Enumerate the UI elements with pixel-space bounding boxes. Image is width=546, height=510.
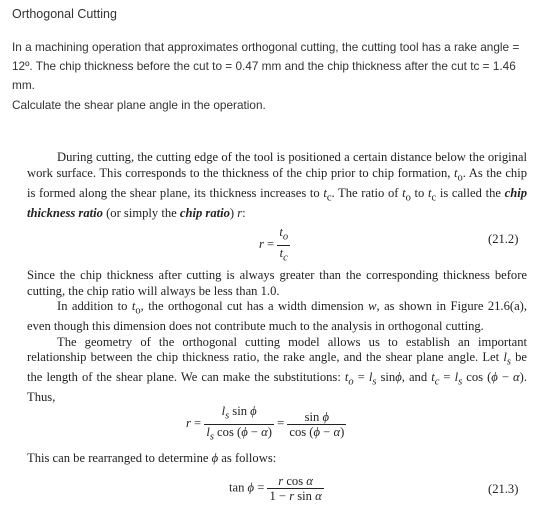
equation-label-21-2: (21.2) — [488, 232, 519, 246]
equation-21-2: r = $\frac{t_o}{t_c}$ — [259, 225, 289, 264]
textbook-excerpt-3 — [27, 451, 527, 467]
paragraph-width: In addition to $t_o$, the orthogonal cut has a width dimension w, as shown in Figure 21.6(a), even though this dimension does not contribute much to the analysis in orthogonal cutting. — [27, 299, 527, 334]
equation-label-21-3: (21.3) — [488, 482, 519, 496]
textbook-excerpt — [27, 150, 527, 221]
textbook-excerpt-2 — [27, 268, 527, 406]
question-ask: Calculate the shear plane angle in the operation. — [12, 98, 266, 112]
question-body: In a machining operation that approximates orthogonal cutting, the cutting tool has a rake angle = 12º. The chip thickness before the cut to = 0.47 mm and the chip thickness after the cut tc = 1.46 mm. — [12, 40, 520, 92]
question-title: Orthogonal Cutting — [12, 7, 117, 21]
paragraph-chip-ratio: During cutting, the cutting edge of the tool is positioned a certain distance below the original work surface. This corresponds to the thickness of the chip prior to chip formation, $t_o$. As the chip is formed along the shear plane, its thickness increases to $t_c$. The ratio of $t_o$ to $t_c$ is called the chip thickness ratio (or simply the chip ratio) r: — [27, 150, 528, 220]
paragraph-rearranged: This can be rearranged to determine ϕ as follows: — [27, 451, 277, 465]
equation-21-3: tan ϕ = $\frac{\text{r cos α}}{\text{1 − r sin α}}$ — [229, 474, 322, 503]
equation-thus: r = $\frac{l_s \sin \phi}{l_s \cos (\phi - \alpha)}$ = $\frac{\text{sin ϕ}}{\cos (\phi - \alpha)}$ — [186, 404, 345, 443]
paragraph-geometry: The geometry of the orthogonal cutting model allows us to establish an important relationship between the chip thickness ratio, the rake angle, and the shear plane angle. Let $l_s$ be the length of the shear plane. We can make the substitutions: $t_o = l_s$ sinϕ, and $t_c = l_s$ cos (ϕ − α). Thus, — [27, 334, 528, 405]
paragraph-less-than-one: Since the chip thickness after cutting is always greater than the corresponding thickness before cutting, the chip ratio will always be less than 1.0. — [27, 268, 527, 298]
